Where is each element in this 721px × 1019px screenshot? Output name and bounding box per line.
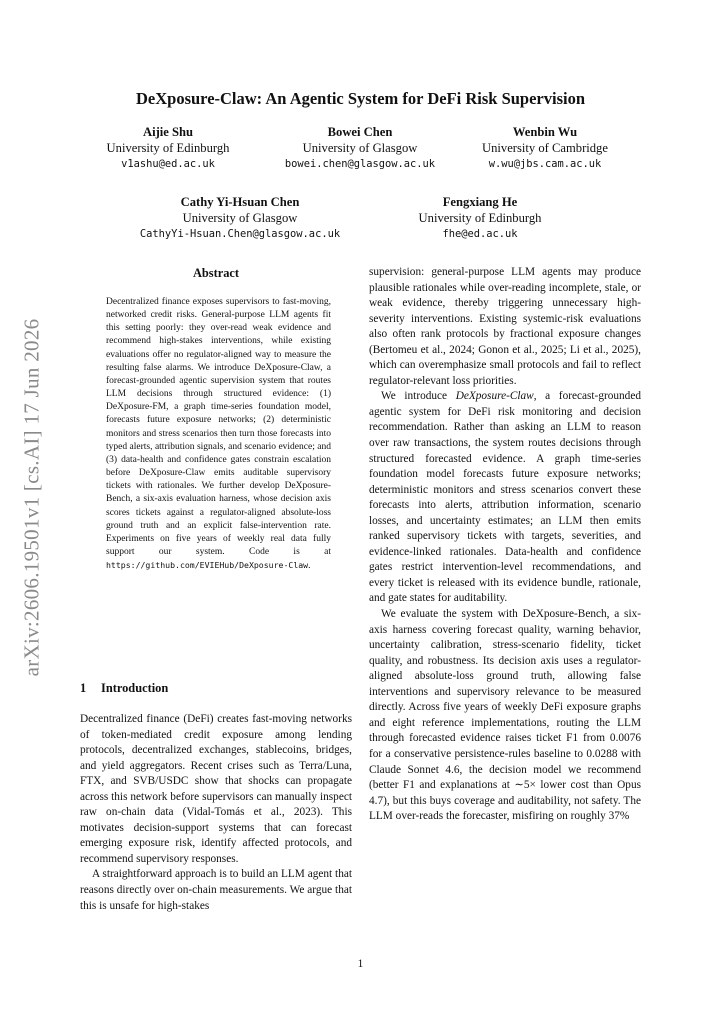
author-email[interactable]: w.wu@jbs.cam.ac.uk — [488, 158, 602, 170]
author-affiliation: University of Glasgow — [302, 141, 418, 155]
author-name: Aijie Shu — [142, 125, 194, 139]
system-name-emphasis: DeXposure-Claw — [455, 390, 534, 403]
right-paragraph-1: supervision: general-purpose LLM agents may produce plausible rationales while over-reading incomplete, stale, or weak evidence, thereby triggering unnecessary high-severity interventions. Existing systemic-risk evaluations also often rank protocols by fractional exposure changes (Bertomeu et al., 2024; Gonon et al., 2025; Li et al., 2025), which can overemphasize small protocols and fail to reflect regulator-relevant loss priorities. — [369, 266, 641, 387]
author-email[interactable]: CathyYi-Hsuan.Chen@glasgow.ac.uk — [139, 228, 341, 240]
author-3 — [460, 124, 630, 172]
author-email[interactable]: fhe@ed.ac.uk — [442, 228, 518, 240]
intro-paragraph-2: A straightforward approach is to build an LLM agent that reasons directly over on-chain measurements. We argue that this is unsafe for high-stakes — [80, 868, 352, 912]
abstract-heading: Abstract — [192, 266, 240, 280]
author-1 — [88, 124, 248, 172]
section-title: Introduction — [101, 681, 169, 695]
author-email[interactable]: bowei.chen@glasgow.ac.uk — [284, 158, 436, 170]
page-number: 1 — [357, 958, 364, 970]
author-name: Wenbin Wu — [512, 125, 578, 139]
author-email[interactable]: v1ashu@ed.ac.uk — [121, 158, 215, 170]
author-affiliation: University of Glasgow — [182, 211, 298, 225]
author-affiliation: University of Edinburgh — [418, 211, 542, 225]
author-2 — [265, 124, 455, 172]
left-column-body — [80, 712, 352, 914]
author-4 — [112, 194, 368, 242]
code-link[interactable]: https://github.com/EVIEHub/DeXposure-Claw — [106, 560, 309, 571]
author-name: Cathy Yi-Hsuan Chen — [180, 195, 300, 209]
right-column-body — [369, 265, 641, 825]
author-affiliation: University of Edinburgh — [106, 141, 230, 155]
section-number: 1 — [80, 681, 87, 695]
right-paragraph-2-start: We introduce — [381, 390, 456, 403]
abstract-main-text: Decentralized finance exposes supervisors to fast-moving, networked credit risks. General-purpose LLM agents fit this setting poorly: they over-read weak evidence and recommend high-stakes interventions, while existing evaluations offer no regulator-aligned way to measure the resulting false alarms. We introduce DeXposure-Claw, a forecast-grounded agentic supervision system that routes LLM decisions through structured evidence: (1) DeXposure-FM, a graph time-series foundation model, forecasts future exposure networks; (2) deterministic monitors and stress scenarios then turn those forecasts into typed alerts, attribution signals, and scenario evidence; and (3) data-health and confidence gates constrain escalation before DeXposure-Claw emits auditable supervisory tickets with rationales. We further develop DeXposure-Bench, a six-axis evaluation harness, whose decision axis scores tickets against a regulator-aligned absolute-loss ground truth and an explicit false-intervention rate. Experiments on five years of weekly real data fully support our system. Code is at — [106, 297, 331, 557]
author-affiliation: University of Cambridge — [482, 141, 608, 155]
right-paragraph-2 — [369, 389, 641, 607]
arxiv-identifier-text: arXiv:2606.19501v1 [cs.AI] 17 Jun 2026 — [19, 318, 44, 676]
author-name: Bowei Chen — [327, 125, 393, 139]
abstract-text — [106, 296, 331, 573]
abstract-body — [106, 296, 331, 573]
intro-paragraph-1: Decentralized finance (DeFi) creates fast-moving networks of token-mediated credit exposure among lending protocols, decentralized exchanges, stablecoins, bridges, and yield aggregators. Recent crises such as Terra/Luna, FTX, and SVB/USDC show that shocks can propagate across this network before supervisors can manually inspect raw on-chain data (Vidal-Tomás et al., 2023). This motivates decision-support systems that can forecast emerging exposure risk, identify affected protocols, and recommend supervisory responses. — [80, 713, 352, 865]
arxiv-identifier — [12, 302, 52, 692]
paper-title: DeXposure-Claw: An Agentic System for DeFi Risk Supervision — [135, 89, 586, 108]
section-heading — [80, 681, 168, 696]
right-paragraph-2-rest: , a forecast-grounded agentic system for DeFi risk monitoring and decision recommendation. Rather than asking an LLM to reason over raw transactions, the system routes decisions through structured forecasted evidence. A graph time-series foundation model forecasts future exposure networks; deterministic monitors and stress scenarios convert these forecasts into alerts, attribution information, scenario losses, and uncertainty estimates; an LLM then emits ranked supervisory tickets with targets, severities, and evidence-linked rationales. Data-health and confidence gates restrict intervention-level recommendations, and every ticket is released with its evidence bundle, rationale, and gate states for auditability. — [369, 390, 641, 605]
author-5 — [395, 194, 565, 242]
abstract-end: . — [308, 561, 311, 572]
author-name: Fengxiang He — [442, 195, 518, 209]
right-paragraph-3: We evaluate the system with DeXposure-Bench, a six-axis harness covering forecast quality, warning behavior, uncertainty calibration, stress-scenario fidelity, ticket quality, and robustness. Its decision axis uses a regulator-aligned absolute-loss ground truth, allowing false interventions and supervisory relevance to be measured directly. Across five years of weekly DeFi exposure graphs and eight reference implementations, routing the LLM through forecasted evidence raises ticket F1 from 0.0076 for a conservative persistence-rules baseline to 0.0288 with Claude Sonnet 4.6, the decision model we recommend (better F1 and explanations at ∼5× lower cost than Opus 4.7), but this buys coverage and auditability, not safety. The LLM over-reads the forecaster, misfiring on roughly 37% — [369, 608, 641, 823]
